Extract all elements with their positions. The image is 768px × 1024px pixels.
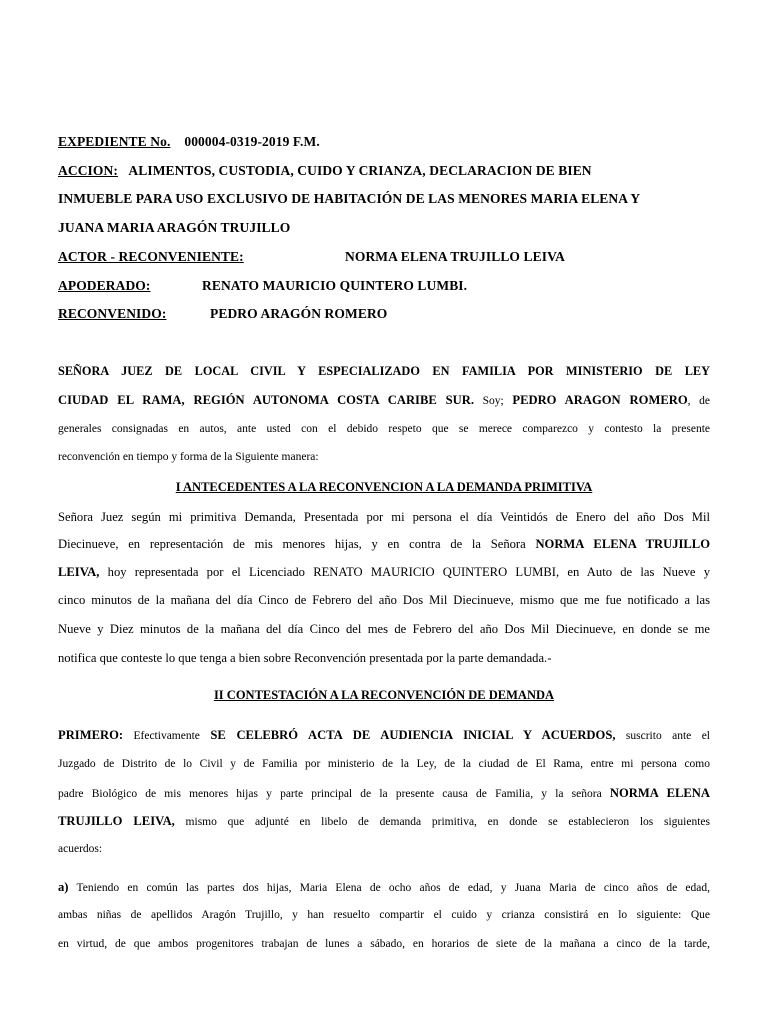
actor-value: NORMA ELENA TRUJILLO LEIVA bbox=[345, 249, 566, 264]
intro-line-3: generales consignadas en autos, ante usted con el debido respeto que se merece comparezco y contesto la presente bbox=[58, 423, 710, 435]
reconvenido-line bbox=[58, 306, 166, 322]
accion-label: ACCION: bbox=[58, 163, 118, 178]
actor-label: ACTOR - RECONVENIENTE: bbox=[58, 249, 244, 264]
intro-name: PEDRO ARAGON ROMERO bbox=[512, 393, 688, 407]
section-1-line-6: notifica que conteste lo que tenga a bien sobre Reconvención presentada por la parte demandada.- bbox=[58, 651, 552, 665]
accion-text-1: ALIMENTOS, CUSTODIA, CUIDO Y CRIANZA, DECLARACION DE BIEN bbox=[128, 163, 592, 178]
section-1-line-4: cinco minutos de la mañana del día Cinco de Febrero del año Dos Mil Diecinueve, mismo que me fue notificado a las bbox=[58, 593, 710, 607]
section-2-line-1: PRIMERO: Efectivamente SE CELEBRÓ ACTA DE AUDIENCIA INICIAL Y ACUERDOS, suscrito ante el bbox=[58, 728, 711, 742]
defendant-name: NORMA ELENA TRUJILLO bbox=[535, 537, 710, 551]
section-1-title: I ANTECEDENTES A LA RECONVENCION A LA DEMANDA PRIMITIVA bbox=[175, 480, 593, 494]
accion-line-2: INMUEBLE PARA USO EXCLUSIVO DE HABITACIÓN DE LAS MENORES MARIA ELENA Y bbox=[58, 191, 641, 206]
section-2-line-2: Juzgado de Distrito de lo Civil y de Familia por ministerio de la Ley, de la ciudad de El Rama, entre mi persona como bbox=[58, 758, 710, 770]
intro-line-2: CIUDAD EL RAMA, REGIÓN AUTONOMA COSTA CARIBE SUR. Soy; PEDRO ARAGON ROMERO, de bbox=[58, 393, 710, 407]
intro-line-4: reconvención en tiempo y forma de la Siguiente manera: bbox=[58, 451, 319, 463]
section-2-line-5: acuerdos: bbox=[58, 843, 103, 855]
section-2-line-4: TRUJILLO LEIVA, mismo que adjunté en libelo de demanda primitiva, en donde se establecieron los siguientes bbox=[58, 814, 710, 828]
expediente-line bbox=[58, 134, 320, 150]
acta-heading: SE CELEBRÓ ACTA DE AUDIENCIA INICIAL Y ACUERDOS, bbox=[210, 728, 616, 742]
accion-line-3: JUANA MARIA ARAGÓN TRUJILLO bbox=[58, 220, 291, 235]
item-a-line-3: en virtud, de que ambos progenitores trabajan de lunes a sábado, en horarios de siete de la mañana a cinco de la tarde, bbox=[58, 938, 710, 950]
item-a-label: a) bbox=[58, 880, 69, 894]
apoderado-label: APODERADO: bbox=[58, 278, 151, 293]
section-2-title: II CONTESTACIÓN A LA RECONVENCIÓN DE DEMANDA bbox=[213, 688, 555, 702]
actor-line bbox=[58, 249, 244, 265]
expediente-value: 000004-0319-2019 F.M. bbox=[184, 134, 320, 149]
accion-line-1 bbox=[58, 163, 592, 179]
reconvenido-label: RECONVENIDO: bbox=[58, 306, 167, 321]
expediente-label: EXPEDIENTE No. bbox=[58, 134, 171, 149]
intro-line-1: SEÑORA JUEZ DE LOCAL CIVIL Y ESPECIALIZADO EN FAMILIA POR MINISTERIO DE LEY bbox=[58, 364, 710, 378]
section-1-line-5: Nueve y Diez minutos de la mañana del día Cinco del mes de Febrero del año Dos Mil Diecinueve, en donde se me bbox=[58, 622, 710, 636]
section-1-line-2: Diecinueve, en representación de mis menores hijas, y en contra de la Señora NORMA ELENA TRUJILLO bbox=[58, 537, 710, 551]
reconvenido-value: PEDRO ARAGÓN ROMERO bbox=[210, 306, 388, 321]
section-2-line-3: padre Biológico de mis menores hijas y parte principal de la presente causa de Familia, y la señora NORMA ELENA bbox=[58, 786, 710, 800]
item-a-line-1: a) Teniendo en común las partes dos hijas, Maria Elena de ocho años de edad, y Juana Maria de cinco años de edad, bbox=[58, 880, 710, 894]
apoderado-line bbox=[58, 278, 151, 294]
intro-court: CIUDAD EL RAMA, REGIÓN AUTONOMA COSTA CARIBE SUR. bbox=[58, 393, 474, 407]
section-1-line-1: Señora Juez según mi primitiva Demanda, Presentada por mi persona el día Veintidós de Enero del año Dos Mil bbox=[58, 510, 710, 524]
apoderado-value: RENATO MAURICIO QUINTERO LUMBI. bbox=[202, 278, 468, 293]
primero-label: PRIMERO: bbox=[58, 728, 124, 742]
section-1-line-3: LEIVA, hoy representada por el Licenciado RENATO MAURICIO QUINTERO LUMBI, en Auto de las Nueve y bbox=[58, 565, 710, 579]
item-a-line-2: ambas niñas de apellidos Aragón Trujillo, y han resuelto compartir el cuido y crianza consistirá en lo siguiente: Que bbox=[58, 909, 710, 921]
